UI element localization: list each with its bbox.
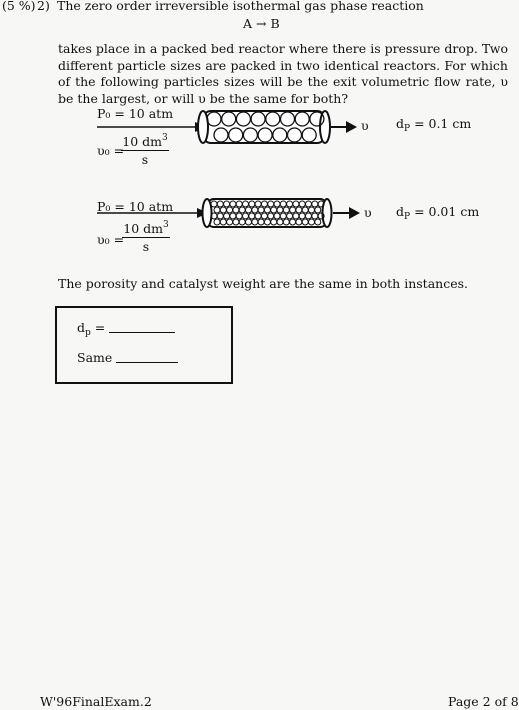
question-number: 2) — [37, 0, 50, 13]
reactor-1-outlet-flow: υ — [361, 118, 369, 133]
reactor-1-flow-numerator: 10 dm — [122, 134, 162, 149]
question-points: (5 %) — [2, 0, 36, 13]
reactor-2-flow-numerator: 10 dm — [123, 221, 163, 236]
question-paragraph: takes place in a packed bed reactor where there is pressure drop. Two different particle sizes are packed in two identical reactors. For which of the following particles sizes will be the exit volumetric flow rate, υ be the largest, or will υ be the same for both? — [58, 41, 508, 106]
answer-same-blank[interactable] — [116, 362, 178, 363]
answer-box — [55, 306, 233, 384]
reactor-1-inlet-flow-label: υ₀ = — [97, 143, 125, 158]
question-intro: The zero order irreversible isothermal gas phase reaction — [57, 0, 424, 13]
porosity-note: The porosity and catalyst weight are the same in both instances. — [58, 276, 468, 291]
reactor-2-inlet-pressure: P₀ = 10 atm — [97, 199, 174, 214]
reaction-equation: A → B — [243, 16, 280, 31]
reactor-2-outlet-flow: υ — [364, 205, 372, 220]
answer-same-label: Same — [77, 350, 113, 365]
reactor-2-flow-denominator: s — [142, 239, 150, 254]
reactor-1-particle-diameter: $d_P = 0.1$ cm — [396, 116, 472, 134]
reactor-1-inlet-pressure: P₀ = 10 atm — [97, 106, 174, 121]
answer-dp-label: d — [77, 320, 86, 335]
answer-dp-blank[interactable] — [109, 332, 175, 333]
answer-same-row — [77, 350, 178, 365]
reactor-2-particle-diameter: $d_P = 0.01$ cm — [396, 204, 480, 222]
reactor-2-inlet-flow-label: υ₀ = — [97, 232, 125, 247]
reactor-1-flow-exponent: 3 — [162, 133, 168, 143]
answer-dp-row: $d_p$ = — [77, 320, 175, 338]
reactor-2-packed-bed — [203, 199, 332, 227]
footer-exam-id: W'96FinalExam.2 — [40, 694, 152, 709]
reactor-2-flow-exponent: 3 — [163, 220, 169, 230]
reactor-2-outlet-arrowhead — [349, 207, 360, 219]
footer-page-number: Page 2 of 8 — [448, 694, 519, 709]
reactor-1-flow-denominator: s — [141, 152, 149, 167]
